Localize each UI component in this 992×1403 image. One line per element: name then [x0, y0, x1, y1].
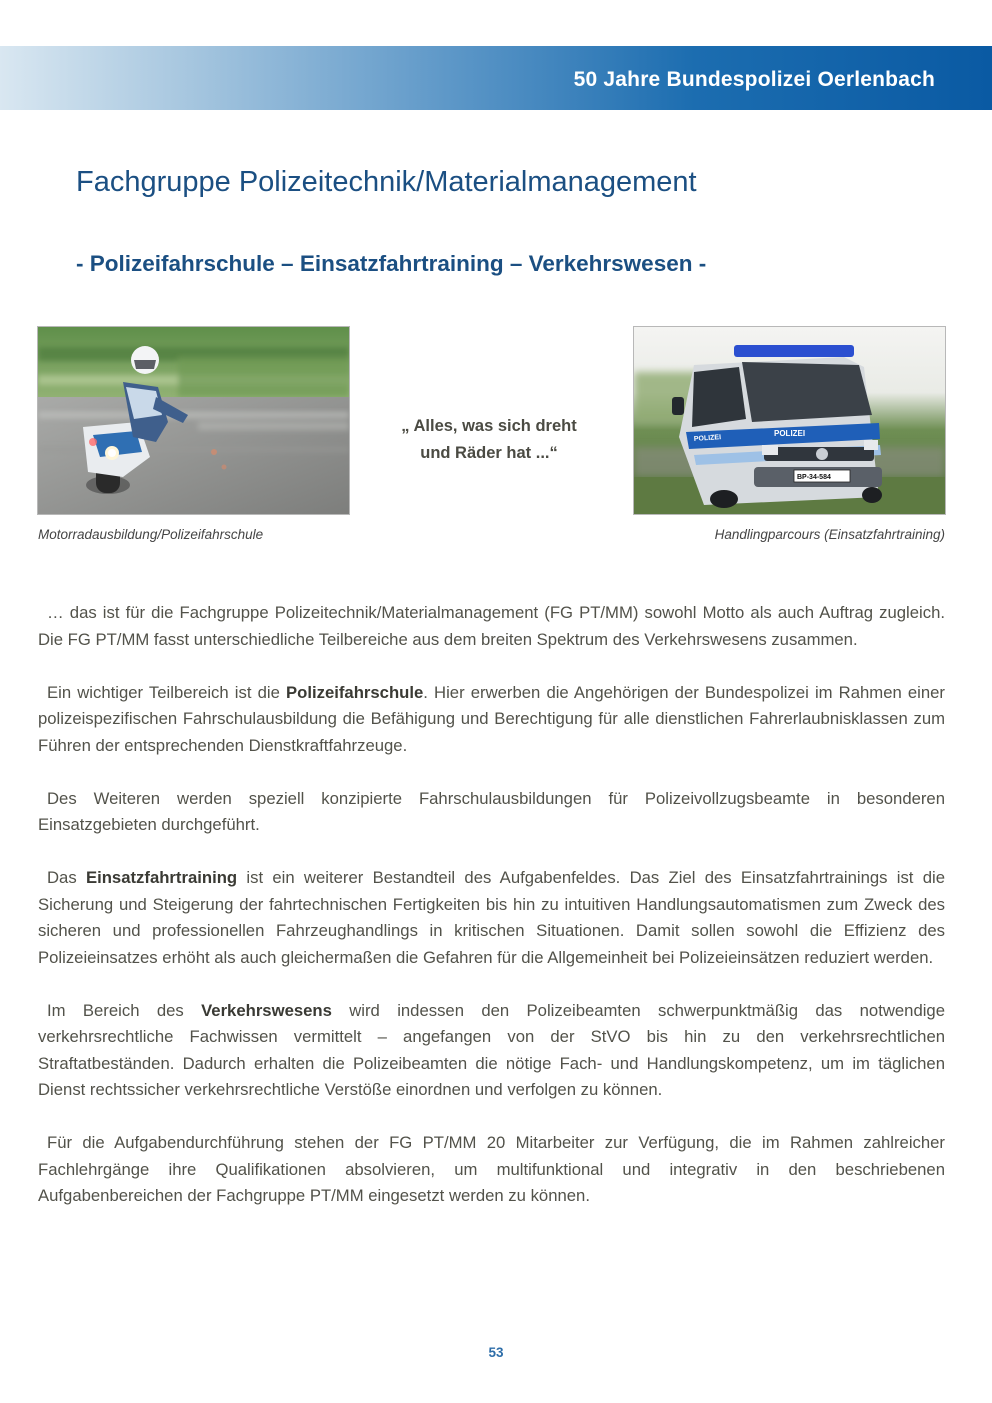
paragraph-mitarbeiter: Für die Aufgabendurchführung stehen der FG PT/MM 20 Mitarbeiter zur Verfügung, die im Rahmen zahlreicher Fachlehrgänge ihre Qualifikationen absolvieren, um multifunktional und integrativ in den beschriebenen Aufgabenbereichen der Fachgruppe PT/MM eingesetzt werden zu können. — [38, 1133, 945, 1205]
p4-text-before: Das — [47, 868, 86, 887]
van-hood-text: POLIZEI — [774, 429, 806, 438]
paragraph-polizeifahrschule — [38, 680, 945, 760]
motorcycle-photo — [38, 327, 349, 514]
p5-text-before: Im Bereich des — [47, 1000, 202, 1020]
police-van-photo — [634, 327, 945, 514]
right-photo-caption: Handlingparcours (Einsatzfahrtraining) — [714, 527, 945, 542]
van-door-text: POLIZEI — [693, 434, 722, 443]
quote-line-2: und Räder hat ...“ — [420, 444, 558, 462]
paragraph-intro: … das ist für die Fachgruppe Polizeitechnik/Materialmanagement (FG PT/MM) sowohl Motto als auch Auftrag zugleich. Die FG PT/MM fasst unterschiedliche Teilbereiche aus dem breiten Spektrum des Verkehrswesens zusammen. — [38, 603, 945, 649]
p2-text-before: Ein wichtiger Teilbereich ist die — [47, 682, 287, 702]
page-title: Fachgruppe Polizeitechnik/Materialmanagement — [76, 166, 697, 198]
left-photo-caption: Motorradausbildung/Polizeifahrschule — [38, 527, 264, 542]
page-number: 53 — [488, 1345, 504, 1360]
header-title: 50 Jahre Bundespolizei Oerlenbach — [573, 68, 935, 91]
p2-text-after: . Hier erwerben die Angehörigen der Bundespolizei im Rahmen einer polizeispezifischen Fahrschulausbildung die Befähigung und Berechtigung für alle dienstlichen Fahrerlaubnisklassen zum Führen der entsprechenden Dienstkraftfahrzeuge. — [38, 682, 945, 755]
p5-bold-term: Verkehrswesens — [201, 1000, 332, 1020]
p4-text-after: ist ein weiterer Bestandteil des Aufgabenfeldes. Das Ziel des Einsatzfahrtrainings ist die Sicherung und Steigerung der fahrtechnischen Fertigkeiten bis hin zu intuitiven Handlungsautomatismen zum Zweck des sicheren und professionellen Fahrzeughandlings in kritischen Situationen. Damit sollen sowohl die Effizienz des Polizeieinsatzes erhöht als auch gleichermaßen die Gefahren für die Allgemeinheit bei Polizeieinsätzen reduziert werden. — [38, 868, 946, 967]
body-text — [38, 600, 945, 1236]
p4-bold-term: Einsatzfahrtraining — [85, 868, 238, 887]
motto-quote — [374, 413, 604, 467]
page-subtitle: - Polizeifahrschule – Einsatzfahrtraining – Verkehrswesen - — [76, 251, 707, 276]
p2-bold-term: Polizeifahrschule — [286, 682, 424, 702]
paragraph-verkehrswesen — [38, 998, 945, 1104]
p5-text-after: wird indessen den Polizeibeamten schwerpunktmäßig das notwendige verkehrsrechtliche Fachwissen vermittelt – angefangen von der StVO bis hin zu den verkehrsrechtlichen Straftatbeständen. Dadurch erhalten die Polizeibeamten die nötige Fach- und Handlungskompetenz, um im täglichen Dienst rechtssicher verkehrsrechtliche Verstöße einordnen und verfolgen zu können. — [38, 1000, 945, 1099]
paragraph-einsatzfahrtraining — [38, 865, 945, 971]
paragraph-einsatzgebiete: Des Weiteren werden speziell konzipierte Fahrschulausbildungen für Polizeivollzugsbeamte in besonderen Einsatzgebieten durchgeführt. — [38, 788, 945, 834]
van-plate-text: BP-34-584 — [797, 474, 831, 481]
quote-line-1: „ Alles, was sich dreht — [401, 417, 577, 435]
